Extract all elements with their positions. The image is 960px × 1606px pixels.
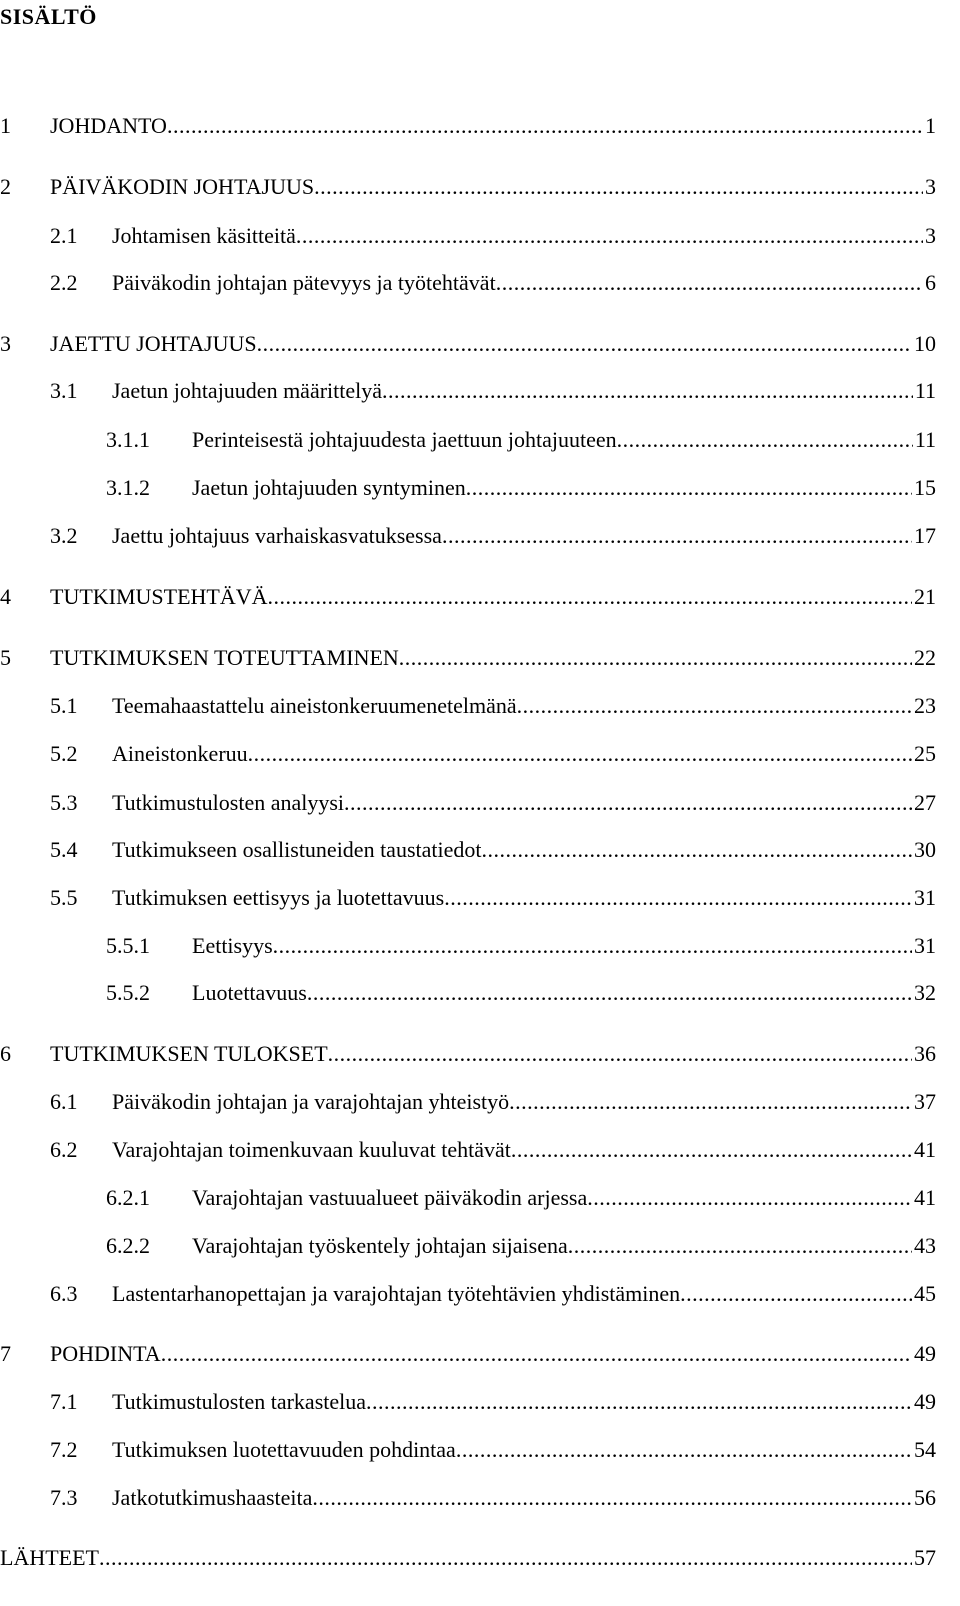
toc-entry-page: 3 [925,174,936,199]
toc-entry-6-3[interactable] [50,1279,936,1309]
toc-entry-5-5-1[interactable] [106,931,936,961]
toc-entry-number: 7.3 [50,1485,78,1510]
toc-entry-label: JOHDANTO [50,113,167,138]
toc-entry-number: 7.1 [50,1389,78,1414]
toc-entry-page: 23 [914,693,936,718]
toc-entry-number: 4 [0,584,11,609]
toc-dot-leader [268,582,912,612]
toc-dot-leader [399,643,912,673]
toc-entry-label: Jaettu johtajuus varhaiskasvatuksessa [112,523,442,548]
toc-dot-leader [482,835,913,865]
toc-entry-4[interactable] [0,582,936,612]
toc-entry-3-1-1[interactable] [106,425,936,455]
toc-entry-label: PÄIVÄKODIN JOHTAJUUS [50,174,315,199]
toc-entry-number: 6.1 [50,1089,78,1114]
toc-entry-label: Aineistonkeruu [112,741,248,766]
toc-entry-label: Jaetun johtajuuden määrittelyä [112,378,383,403]
toc-entry-label: Tutkimuksen luotettavuuden pohdintaa [112,1437,456,1462]
toc-entry-label: LÄHTEET [0,1545,99,1570]
toc-entry-number: 6.3 [50,1281,78,1306]
toc-entry-label: Tutkimuksen eettisyys ja luotettavuus [112,885,445,910]
toc-entry-label: Tutkimustulosten analyysi [112,790,345,815]
toc-entry-7-3[interactable] [50,1483,936,1513]
toc-dot-leader [517,691,912,721]
toc-entry-number: 3.1.1 [106,427,150,452]
toc-entry-6-2-1[interactable] [106,1183,936,1213]
toc-entry-number: 5.5.2 [106,980,150,1005]
toc-entry-label: TUTKIMUKSEN TULOKSET [50,1041,328,1066]
toc-entry-5-4[interactable] [50,835,936,865]
toc-entry-2-2[interactable] [50,268,936,298]
toc-entry-label: TUTKIMUKSEN TOTEUTTAMINEN [50,645,399,670]
toc-dot-leader [509,1087,912,1117]
toc-entry-page: 30 [914,837,936,862]
toc-entry-3-1-2[interactable] [106,473,936,503]
toc-entry-7-2[interactable] [50,1435,936,1465]
toc-entry-label: JAETTU JOHTAJUUS [50,331,257,356]
toc-dot-leader [167,111,923,141]
toc-dot-leader [587,1183,912,1213]
toc-entry-page: 17 [914,523,936,548]
toc-dot-leader [273,931,912,961]
toc-entry-page: 1 [925,113,936,138]
toc-entry-1[interactable] [0,111,936,141]
toc-entry-label: Jaetun johtajuuden syntyminen [192,475,466,500]
toc-dot-leader [511,1135,912,1165]
toc-dot-leader [382,376,913,406]
toc-dot-leader [680,1279,912,1309]
toc-entry-page: 43 [914,1233,936,1258]
toc-entry-number: 5.4 [50,837,78,862]
toc-entry-number: 6.2.2 [106,1233,150,1258]
toc-entry-page: 57 [914,1545,936,1570]
toc-entry-label: Luotettavuus [192,980,307,1005]
toc-entry-page: 37 [914,1089,936,1114]
toc-entry-page: 6 [925,270,936,295]
toc-entry-number: 5.2 [50,741,78,766]
toc-entry-page: 11 [914,427,936,452]
toc-entry-page: 11 [914,378,936,403]
toc-entry-number: 2 [0,174,11,199]
toc-entry-number: 3.1.2 [106,475,150,500]
toc-dot-leader [99,1543,912,1573]
toc-entry-label: Päiväkodin johtajan pätevyys ja työtehtävät [112,270,496,295]
toc-dot-leader [366,1387,912,1417]
toc-entry-2-1[interactable] [50,221,936,251]
toc-entry-3[interactable] [0,329,936,359]
toc-dot-leader [344,788,912,818]
toc-entry-label: TUTKIMUSTEHTÄVÄ [50,584,268,609]
toc-entry-lahteet[interactable] [0,1543,936,1573]
toc-dot-leader [496,268,923,298]
toc-entry-label: Perinteisestä johtajuudesta jaettuun johtajuuteen [192,427,617,452]
toc-entry-page: 31 [914,885,936,910]
toc-title: SISÄLTÖ [0,4,97,29]
toc-entry-label: Varajohtajan työskentely johtajan sijaisena [192,1233,568,1258]
toc-entry-page: 27 [914,790,936,815]
toc-entry-label: Tutkimukseen osallistuneiden taustatiedot [112,837,482,862]
toc-entry-3-2[interactable] [50,521,936,551]
toc-dot-leader [328,1039,912,1069]
toc-entry-3-1[interactable] [50,376,936,406]
toc-entry-7-1[interactable] [50,1387,936,1417]
toc-entry-number: 5.1 [50,693,78,718]
toc-entry-7[interactable] [0,1339,936,1369]
toc-dot-leader [617,425,913,455]
toc-entry-page: 54 [914,1437,936,1462]
toc-entry-number: 3.1 [50,378,78,403]
toc-entry-5-3[interactable] [50,788,936,818]
toc-entry-number: 5 [0,645,11,670]
toc-entry-label: Eettisyys [192,933,273,958]
toc-entry-page: 31 [914,933,936,958]
toc-entry-number: 1 [0,113,11,138]
toc-entry-label: Varajohtajan vastuualueet päiväkodin arjessa [192,1185,588,1210]
toc-entry-number: 5.5 [50,885,78,910]
toc-entry-label: Varajohtajan toimenkuvaan kuuluvat tehtävät [112,1137,511,1162]
toc-entry-number: 5.5.1 [106,933,150,958]
toc-entry-label: Tutkimustulosten tarkastelua [112,1389,367,1414]
toc-entry-number: 6.2.1 [106,1185,150,1210]
toc-entry-page: 3 [925,223,936,248]
toc-entry-page: 49 [914,1389,936,1414]
toc-entry-5-5[interactable] [50,883,936,913]
toc-entry-label: Päiväkodin johtajan ja varajohtajan yhteistyö [112,1089,510,1114]
toc-dot-leader [296,221,923,251]
toc-entry-number: 7.2 [50,1437,78,1462]
toc-entry-page: 45 [914,1281,936,1306]
toc-entry-5-1[interactable] [50,691,936,721]
toc-entry-page: 32 [914,980,936,1005]
toc-entry-label: Jatkotutkimushaasteita [112,1485,313,1510]
toc-dot-leader [568,1231,912,1261]
toc-entry-number: 6.2 [50,1137,78,1162]
toc-entry-number: 2.1 [50,223,78,248]
toc-entry-page: 41 [914,1137,936,1162]
toc-entry-page: 36 [914,1041,936,1066]
toc-entry-number: 6 [0,1041,11,1066]
toc-entry-page: 10 [914,331,936,356]
toc-entry-6-1[interactable] [50,1087,936,1117]
toc-entry-label: POHDINTA [50,1341,161,1366]
toc-dot-leader [442,521,912,551]
toc-entry-5-5-2[interactable] [106,978,936,1008]
toc-entry-number: 7 [0,1341,11,1366]
toc-entry-page: 41 [914,1185,936,1210]
toc-entry-label: Lastentarhanopettajan ja varajohtajan työtehtävien yhdistäminen [112,1281,681,1306]
toc-entry-number: 3.2 [50,523,78,548]
toc-dot-leader [257,329,912,359]
toc-dot-leader [314,172,923,202]
toc-entry-number: 2.2 [50,270,78,295]
toc-entry-page: 56 [914,1485,936,1510]
toc-entry-number: 5.3 [50,790,78,815]
toc-dot-leader [312,1483,912,1513]
toc-entry-6-2-2[interactable] [106,1231,936,1261]
toc-dot-leader [307,978,912,1008]
toc-dot-leader [444,883,912,913]
toc-entry-6-2[interactable] [50,1135,936,1165]
toc-dot-leader [456,1435,912,1465]
toc-entry-2[interactable] [0,172,936,202]
toc-entry-5-2[interactable] [50,739,936,769]
toc-entry-page: 22 [914,645,936,670]
toc-entry-page: 49 [914,1341,936,1366]
toc-entry-page: 15 [914,475,936,500]
toc-entry-page: 21 [914,584,936,609]
toc-entry-5[interactable] [0,643,936,673]
toc-dot-leader [161,1339,912,1369]
toc-dot-leader [248,739,912,769]
toc-entry-label: Johtamisen käsitteitä [112,223,296,248]
toc-entry-page: 25 [914,741,936,766]
toc-entry-number: 3 [0,331,11,356]
toc-dot-leader [466,473,912,503]
toc-entry-6[interactable] [0,1039,936,1069]
toc-entry-label: Teemahaastattelu aineistonkeruumenetelmänä [112,693,517,718]
